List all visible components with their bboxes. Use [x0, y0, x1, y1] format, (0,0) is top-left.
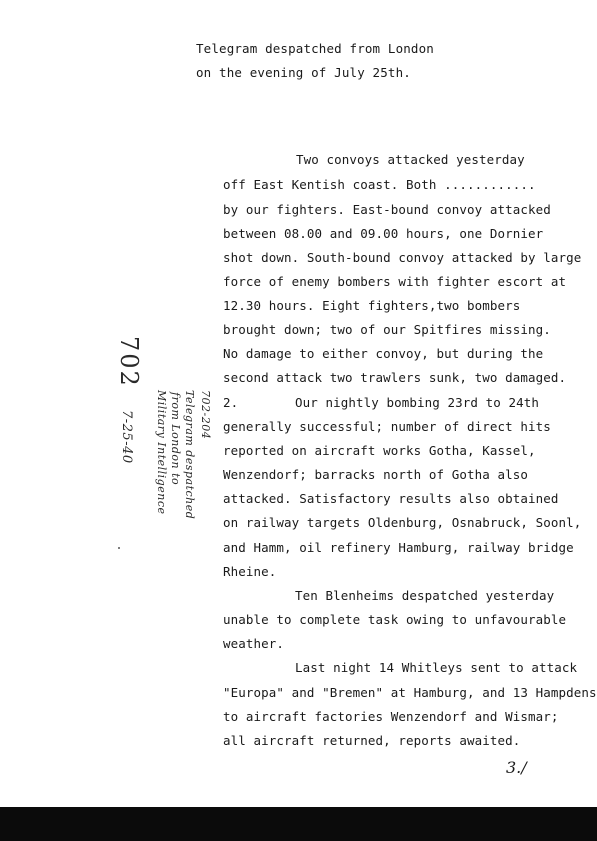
- scan-speck: [118, 547, 120, 549]
- paragraph-1-line-5: shot down. South-bound convoy attacked by large: [223, 250, 582, 265]
- scan-bottom-border: [0, 807, 597, 841]
- paragraph-2-line-6: on railway targets Oldenburg, Osnabruck, Soonl,: [223, 515, 582, 530]
- paragraph-2-line-2: generally successful; number of direct hits: [223, 419, 551, 434]
- paragraph-1-line-6: force of enemy bombers with fighter escort at: [223, 274, 567, 289]
- paragraph-3-line-1: Ten Blenheims despatched yesterday: [295, 588, 555, 603]
- page-continuation-marker: 3./: [506, 758, 527, 777]
- header-line-2: on the evening of July 25th.: [196, 65, 411, 80]
- paragraph-2-line-3: reported on aircraft works Gotha, Kassel,: [223, 443, 536, 458]
- paragraph-2-line-7: and Hamm, oil refinery Hamburg, railway bridge: [223, 540, 574, 555]
- paragraph-2-line-1-text: Our nightly bombing 23rd to 24th: [295, 395, 540, 410]
- paragraph-1-line-4: between 08.00 and 09.00 hours, one Dornier: [223, 226, 544, 241]
- handwritten-number: 702: [115, 336, 143, 388]
- handwritten-note-1: 702-204: [199, 390, 212, 440]
- paragraph-2-line-8: Rheine.: [223, 564, 277, 579]
- handwritten-note-3: from London to: [169, 392, 182, 486]
- paragraph-3-line-3: weather.: [223, 636, 285, 651]
- paragraph-4-line-1: Last night 14 Whitleys sent to attack: [295, 660, 578, 675]
- paragraph-4-line-2: "Europa" and "Bremen" at Hamburg, and 13 Hampdens: [223, 685, 597, 700]
- paragraph-2-line-4: Wenzendorf; barracks north of Gotha also: [223, 467, 529, 482]
- paragraph-1-line-2: off East Kentish coast. Both ............: [223, 177, 536, 192]
- paragraph-1-line-10: second attack two trawlers sunk, two damaged.: [223, 370, 567, 385]
- handwritten-note-4: Military Intelligence: [155, 390, 168, 515]
- paragraph-2-line-5: attacked. Satisfactory results also obtained: [223, 491, 559, 506]
- paragraph-1-line-7: 12.30 hours. Eight fighters,two bombers: [223, 298, 521, 313]
- paragraph-1-line-3: by our fighters. East-bound convoy attacked: [223, 202, 551, 217]
- header-line-1: Telegram despatched from London: [196, 41, 434, 56]
- paragraph-number: 2.: [223, 395, 239, 410]
- handwritten-date: 7-25-40: [119, 410, 134, 464]
- paragraph-1-line-8: brought down; two of our Spitfires missing.: [223, 322, 551, 337]
- paragraph-3-line-2: unable to complete task owing to unfavourable: [223, 612, 567, 627]
- handwritten-note-2: Telegram despatched: [183, 390, 196, 520]
- paragraph-4-line-4: all aircraft returned, reports awaited.: [223, 733, 521, 748]
- paragraph-1-line-9: No damage to either convoy, but during the: [223, 346, 544, 361]
- paragraph-2-line-1: [223, 396, 539, 410]
- paragraph-1-line-1: Two convoys attacked yesterday: [296, 152, 525, 167]
- paragraph-4-line-3: to aircraft factories Wenzendorf and Wismar;: [223, 709, 559, 724]
